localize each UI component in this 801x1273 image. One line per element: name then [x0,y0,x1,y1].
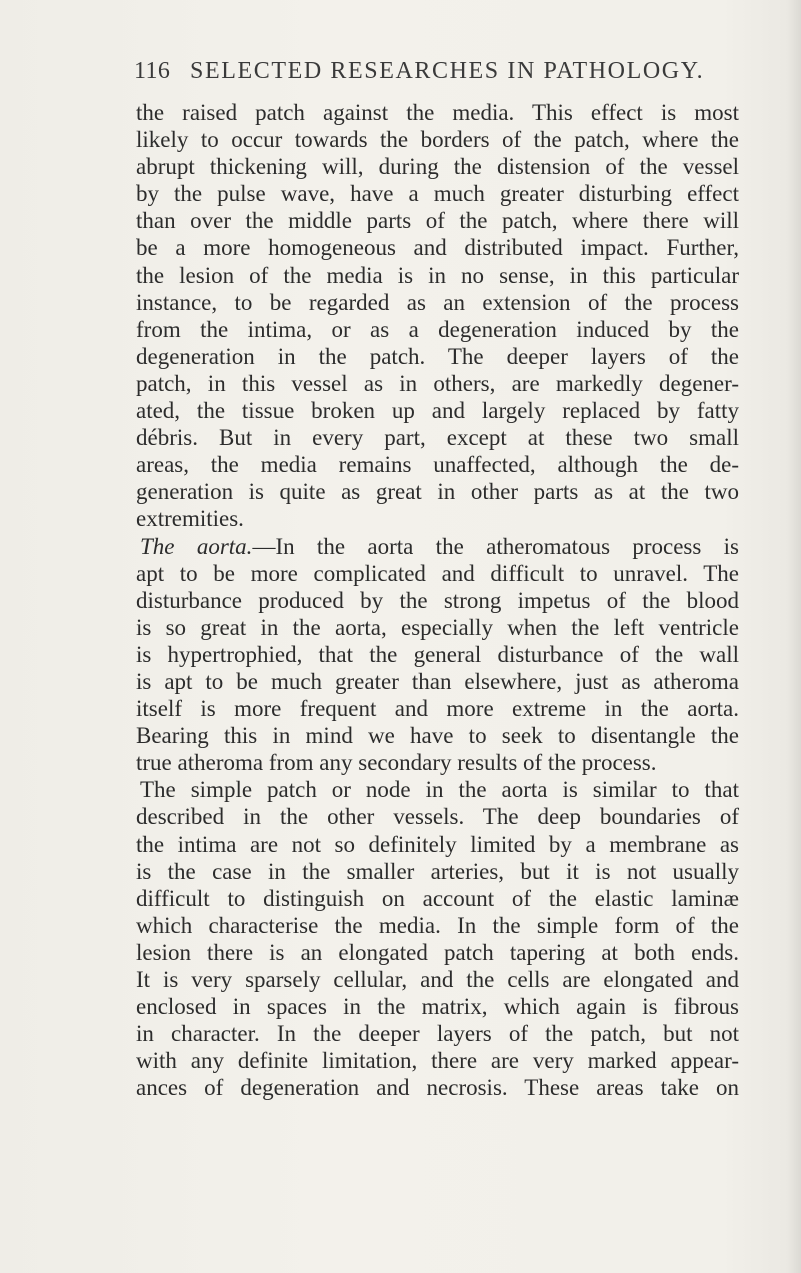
text-line: lesion there is an elongated patch tapering at both ends. [136,939,739,965]
text-line: It is very sparsely cellular, and the cells are elongated and [136,967,739,992]
text-line: than over the middle parts of the patch, where there will [136,208,739,234]
text-line: with any definite limitation, there are very marked appear- [136,1048,739,1074]
body-text [136,99,739,1101]
text-line: débris. But in every part, except at these two small [136,425,739,451]
text-line: by the pulse wave, have a much greater disturbing effect [136,181,739,207]
text-line: which characterise the media. In the simple form of the [136,912,739,938]
text-line: areas, the media remains unaffected, although the de- [136,452,739,478]
text-line: described in the other vessels. The deep boundaries of [136,804,739,830]
text-line: The simple patch or node in the aorta is similar to that [140,777,739,803]
text-line: is apt to be much greater than elsewhere, just as atheroma [136,668,739,694]
text-line: from the intima, or as a degeneration induced by the [136,316,739,342]
running-title: SELECTED RESEARCHES IN PATHOLOGY. [190,58,705,84]
running-head [134,58,705,94]
section-run-in-heading: The aorta. [140,533,253,559]
text-line: itself is more frequent and more extreme in the aorta. [136,696,739,722]
text-line: is the case in the smaller arteries, but it is not usually [136,858,739,884]
text-line: apt to be more complicated and difficult to unravel. The [136,560,739,586]
text-line: extremities. [136,506,244,532]
text-line: Bearing this in mind we have to seek to disentangle the [136,723,739,749]
text-line: difficult to distinguish on account of the elastic laminæ [136,885,739,911]
text-line: likely to occur towards the borders of the patch, where the [136,127,739,153]
text-line: the lesion of the media is in no sense, in this particular [136,262,739,288]
text-line: patch, in this vessel as in others, are markedly degener- [136,370,739,396]
text-line-run-in [136,533,739,560]
text-line: abrupt thickening will, during the distension of the vessel [136,154,739,180]
page-edge-shadow [787,0,801,1273]
text-line: the intima are not so definitely limited by a membrane as [136,831,739,857]
text-line: degeneration in the patch. The deeper layers of the [136,343,739,369]
text-line: ated, the tissue broken up and largely replaced by fatty [136,398,739,424]
text-line: enclosed in spaces in the matrix, which again is fibrous [136,994,739,1020]
text-line: generation is quite as great in other parts as at the two [136,479,739,505]
text-line: is hypertrophied, that the general disturbance of the wall [136,641,739,667]
text-line: ances of degeneration and necrosis. These areas take on [136,1075,739,1101]
text-line: instance, to be regarded as an extension of the process [136,289,739,315]
text-line: be a more homogeneous and distributed impact. Further, [136,235,739,261]
text-line: is so great in the aorta, especially when the left ventricle [136,614,739,640]
text-line: the raised patch against the media. This effect is most [136,100,739,125]
text-line: in character. In the deeper layers of the patch, but not [136,1021,739,1047]
text-line: disturbance produced by the strong impetus of the blood [136,587,739,613]
page-number: 116 [134,58,171,84]
text-line-rest: —In the aorta the atheromatous process is [252,533,740,559]
text-line: true atheroma from any secondary results of the process. [136,750,657,776]
